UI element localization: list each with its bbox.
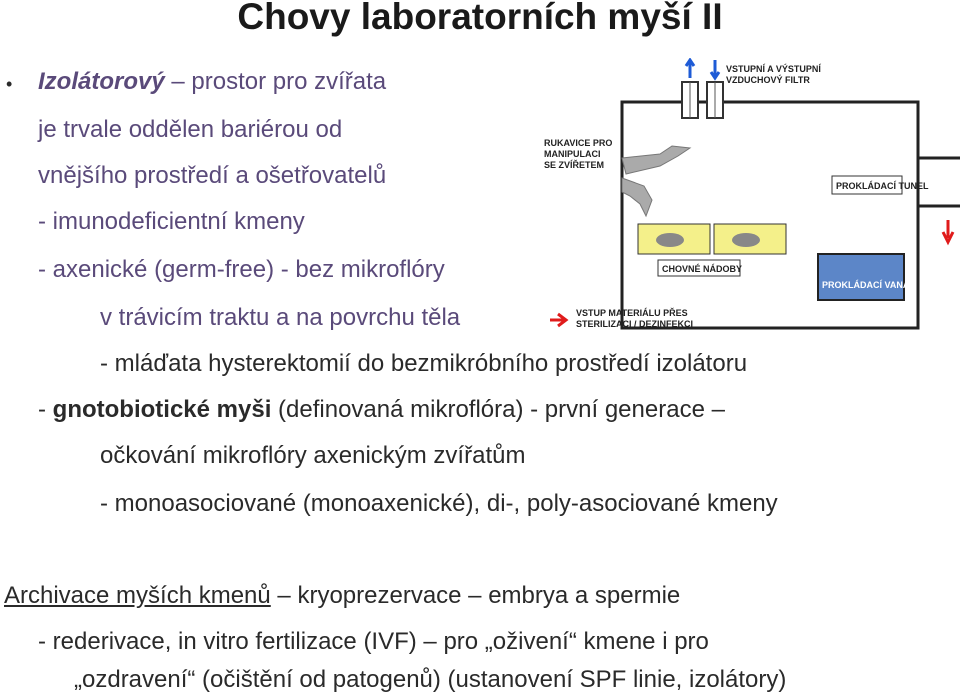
entry-label-1: VSTUP MATERIÁLU PŘES (576, 308, 688, 318)
axenic-term: axenické (germ-free) (52, 256, 275, 283)
line-11 (4, 582, 680, 610)
dash: - (38, 256, 53, 283)
gloves-label-3: SE ZVÍŘETEM (544, 160, 605, 170)
isolator-definition: – prostor pro zvířata (164, 68, 387, 95)
line-6: v trávicím traktu a na povrchu těla (100, 304, 461, 331)
glove-upper-icon (622, 146, 690, 174)
filter-arrow-down-blue-icon (711, 60, 719, 78)
gnotobiotic-term: gnotobiotické myši (52, 396, 272, 423)
line-1 (38, 68, 386, 96)
line-10: - monoasociované (monoaxenické), di-, poly-asociované kmeny (100, 490, 778, 517)
archive-heading: Archivace myších kmenů (4, 582, 271, 609)
glove-lower-icon (622, 178, 652, 216)
gloves-label-2: MANIPULACI (544, 149, 601, 159)
filter-label-2: VZDUCHOVÝ FILTR (726, 75, 810, 85)
line-9: očkování mikroflóry axenickým zvířatům (100, 442, 526, 469)
bath-label: PROKLÁDACÍ VANA (822, 280, 910, 290)
tunnel-arrow-down-red-icon (943, 220, 953, 242)
mouse-1-icon (656, 233, 684, 247)
line-8 (38, 396, 725, 424)
entry-label-2: STERILIZACI / DEZINFEKCI (576, 319, 693, 329)
line-5 (38, 256, 445, 284)
line-2: je trvale oddělen bariérou od (38, 116, 343, 143)
archive-desc: – kryoprezervace – embrya a spermie (270, 582, 681, 609)
isolator-term: Izolátorový (38, 68, 165, 95)
dash: - (38, 396, 53, 423)
bullet: • (6, 74, 13, 94)
isolator-diagram (540, 58, 960, 348)
mouse-2-icon (732, 233, 760, 247)
entry-arrow-red-icon (550, 314, 566, 326)
gnotobiotic-desc: (definovaná mikroflóra) - první generace – (271, 396, 725, 423)
filter-label-1: VSTUPNÍ A VÝSTUPNÍ (726, 64, 821, 74)
line-13: „ozdravení“ (očištění od patogenů) (ustanovení SPF linie, izolátory) (74, 666, 787, 693)
transfer-bath (818, 254, 904, 300)
line-3: vnějšího prostředí a ošetřovatelů (38, 162, 387, 189)
page-title: Chovy laboratorních myší II (237, 0, 723, 37)
cages-label: CHOVNÉ NÁDOBY (662, 264, 743, 274)
axenic-desc: - bez mikroflóry (274, 256, 445, 283)
line-4: - imunodeficientní kmeny (38, 208, 305, 235)
line-12: - rederivace, in vitro fertilizace (IVF) – pro „oživení“ kmene i pro (38, 628, 709, 655)
gloves-label-1: RUKAVICE PRO (544, 138, 613, 148)
tunnel-label: PROKLÁDACÍ TUNEL (836, 181, 929, 191)
filter-arrow-up-blue-icon (686, 60, 694, 78)
line-7: - mláďata hysterektomií do bezmikróbního prostředí izolátoru (100, 350, 748, 377)
